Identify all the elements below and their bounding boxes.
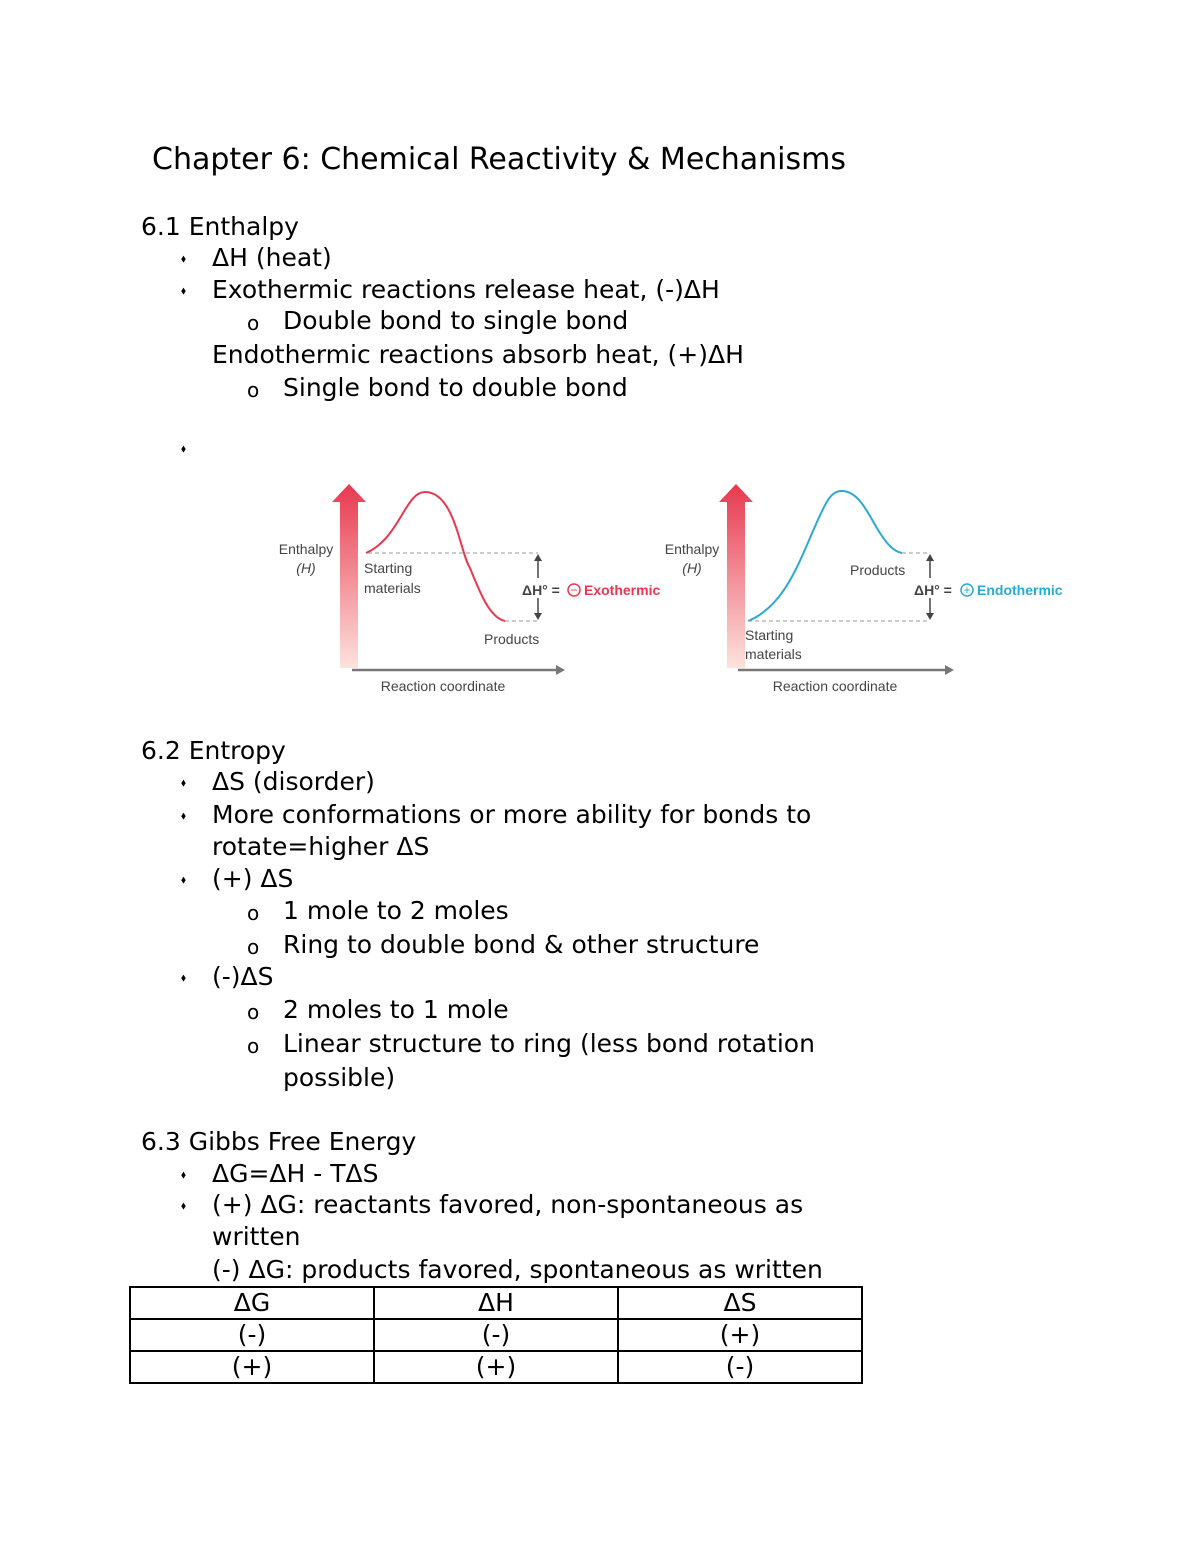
entropy-sub-bullet-2: Ring to double bond & other structure (283, 930, 760, 959)
entropy-bullet-3: (+) ΔS (212, 864, 294, 893)
y-axis-label: Enthalpy (664, 541, 720, 557)
starting-materials-label: materials (745, 646, 802, 662)
gibbs-bullet-3: (-) ΔG: products favored, spontaneous as written (212, 1255, 823, 1284)
bullet-icon: ⬧ (181, 873, 186, 886)
delta-arrowhead-down (534, 613, 542, 620)
entropy-sub-bullet-4: Linear structure to ring (less bond rotation (283, 1029, 815, 1058)
gibbs-bullet-2-cont: written (212, 1222, 301, 1251)
x-axis-arrowhead (556, 665, 565, 675)
starting-materials-label: Starting (364, 560, 413, 576)
gibbs-bullet-1: ΔG=ΔH - TΔS (212, 1159, 379, 1188)
bullet-icon: ⬧ (181, 284, 186, 297)
endothermic-label: Endothermic (977, 582, 1063, 598)
products-label: Products (484, 631, 540, 647)
table-cell: (-) (130, 1319, 374, 1351)
exothermic-curve (366, 492, 505, 621)
y-axis-symbol: (H) (296, 560, 316, 576)
bullet-icon: ⬧ (181, 1168, 186, 1181)
delta-arrowhead-up (534, 554, 542, 561)
table-header-cell: ΔH (374, 1287, 618, 1319)
bullet-icon: ⬧ (181, 442, 186, 455)
entropy-bullet-2: More conformations or more ability for bonds to (212, 800, 812, 829)
enthalpy-sub-bullet-2: Single bond to double bond (283, 373, 628, 402)
table-row (130, 1319, 862, 1351)
enthalpy-bullet-1: ΔH (heat) (212, 243, 332, 272)
exothermic-label: Exothermic (584, 582, 661, 598)
bullet-icon: ⬧ (181, 809, 186, 822)
delta-arrowhead-up (926, 554, 934, 561)
entropy-sub-bullet-3: 2 moles to 1 mole (283, 995, 509, 1024)
section-heading-gibbs: 6.3 Gibbs Free Energy (141, 1127, 417, 1156)
table-cell: (+) (130, 1351, 374, 1383)
gibbs-sign-table (129, 1286, 863, 1384)
table-cell: (-) (374, 1319, 618, 1351)
sub-bullet-icon: o (247, 378, 260, 402)
x-axis-label: Reaction coordinate (772, 678, 898, 694)
entropy-sub-bullet-1: 1 mole to 2 moles (283, 896, 509, 925)
sub-bullet-icon: o (247, 311, 260, 335)
starting-materials-label: materials (364, 580, 421, 596)
enthalpy-diagrams (260, 478, 1080, 703)
sign-symbol: − (570, 583, 578, 597)
table-cell: (+) (374, 1351, 618, 1383)
bullet-icon: ⬧ (181, 971, 186, 984)
table-header-cell: ΔG (130, 1287, 374, 1319)
gibbs-bullet-2: (+) ΔG: reactants favored, non-spontaneous as (212, 1190, 804, 1219)
sub-bullet-icon: o (247, 1034, 260, 1058)
table-header-row (130, 1287, 862, 1319)
endothermic-curve (748, 491, 902, 621)
delta-h-label: ΔH° = (914, 582, 952, 598)
delta-h-label: ΔH° = (522, 582, 560, 598)
y-axis-symbol: (H) (682, 560, 702, 576)
enthalpy-sub-bullet-1: Double bond to single bond (283, 306, 629, 335)
entropy-sub-bullet-4-cont: possible) (283, 1063, 396, 1092)
delta-arrowhead-down (926, 613, 934, 620)
x-axis-label: Reaction coordinate (380, 678, 506, 694)
sub-bullet-icon: o (247, 901, 260, 925)
sign-symbol: + (963, 583, 971, 597)
enthalpy-bullet-3: Endothermic reactions absorb heat, (+)ΔH (212, 340, 744, 369)
entropy-bullet-4: (-)ΔS (212, 962, 274, 991)
table-header-cell: ΔS (618, 1287, 862, 1319)
bullet-icon: ⬧ (181, 776, 186, 789)
enthalpy-bullet-2: Exothermic reactions release heat, (-)ΔH (212, 275, 720, 304)
entropy-bullet-2-cont: rotate=higher ΔS (212, 832, 430, 861)
section-heading-enthalpy: 6.1 Enthalpy (141, 212, 299, 241)
products-label: Products (850, 562, 906, 578)
table-cell: (+) (618, 1319, 862, 1351)
y-axis-label: Enthalpy (278, 541, 334, 557)
bullet-icon: ⬧ (181, 252, 186, 265)
entropy-bullet-1: ΔS (disorder) (212, 767, 375, 796)
page-title: Chapter 6: Chemical Reactivity & Mechanisms (152, 142, 846, 177)
bullet-icon: ⬧ (181, 1199, 186, 1212)
sub-bullet-icon: o (247, 1000, 260, 1024)
sub-bullet-icon: o (247, 935, 260, 959)
table-row (130, 1351, 862, 1383)
x-axis-arrowhead (945, 665, 954, 675)
starting-materials-label: Starting (745, 627, 794, 643)
exothermic-diagram (279, 484, 661, 694)
section-heading-entropy: 6.2 Entropy (141, 736, 286, 765)
endothermic-diagram (665, 484, 1063, 694)
table-cell: (-) (618, 1351, 862, 1383)
enthalpy-axis-arrow (332, 484, 366, 668)
